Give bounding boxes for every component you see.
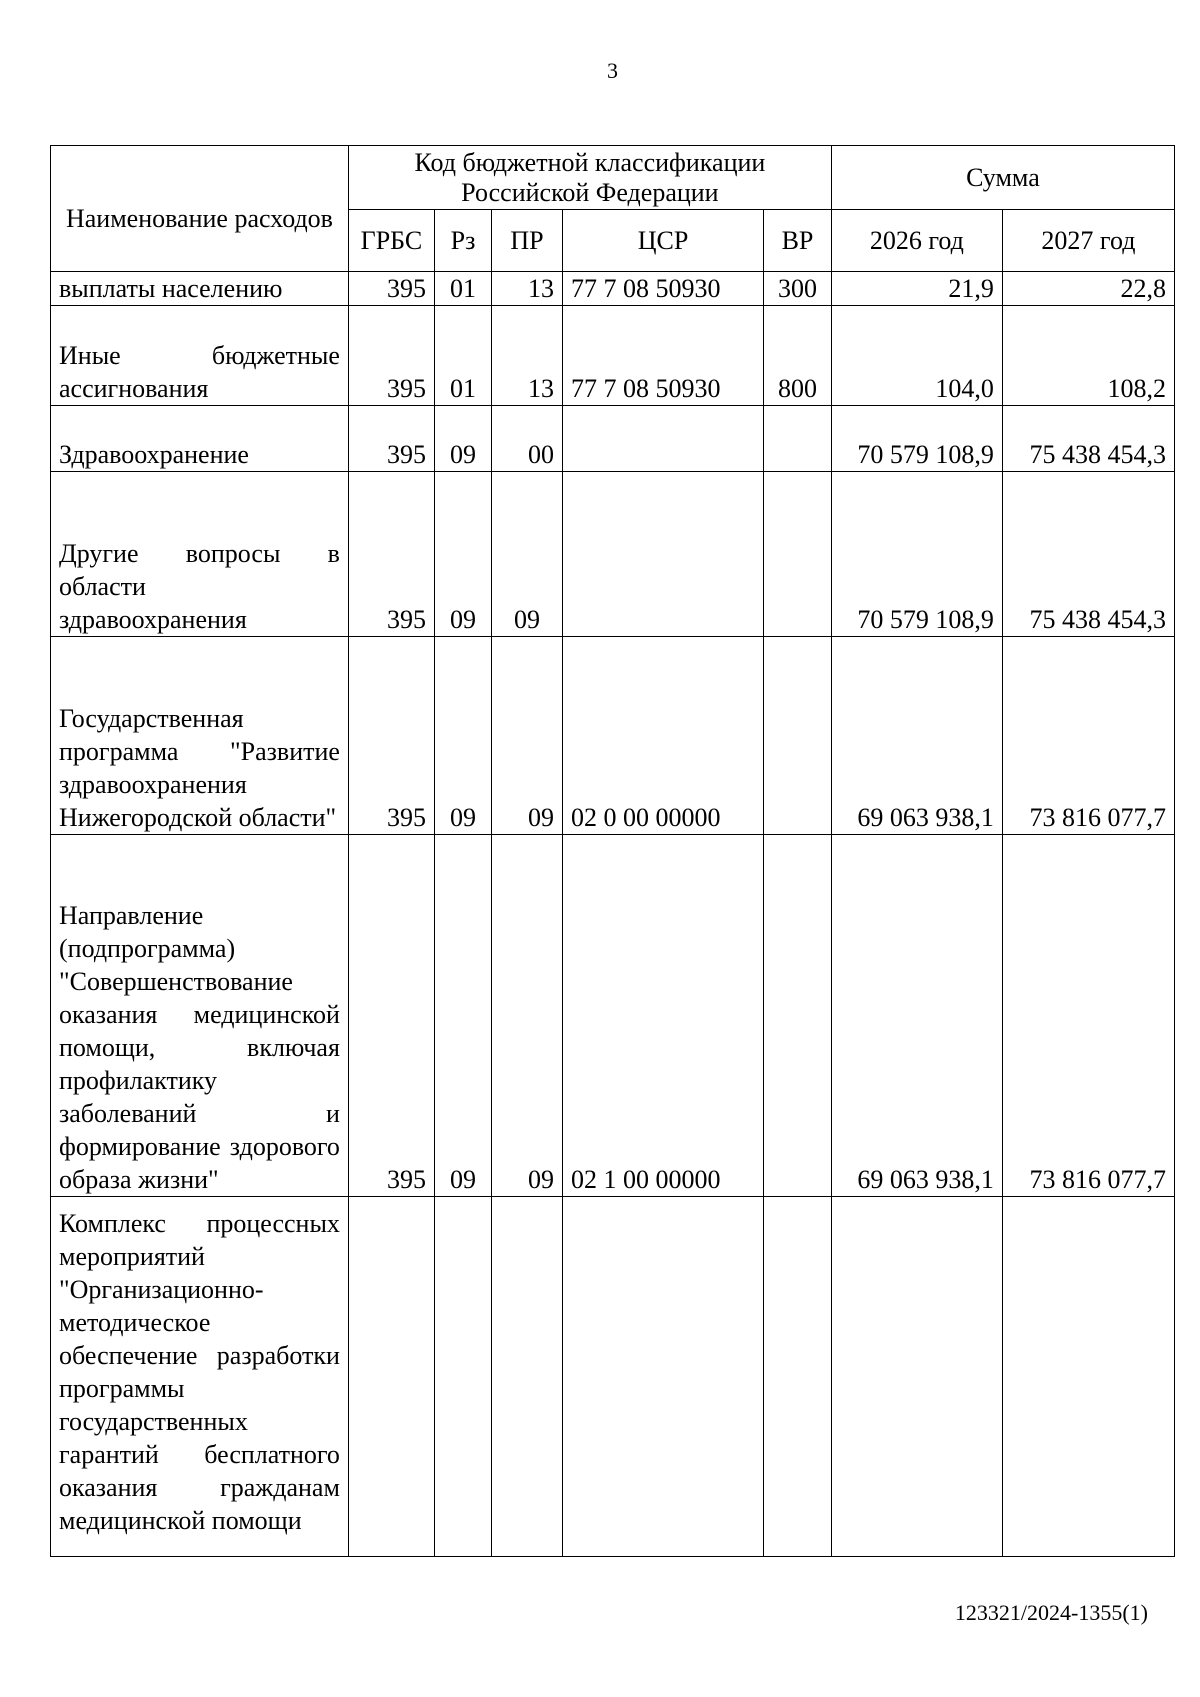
row-rz: 01 [434,306,491,406]
table-row [51,272,1175,306]
table-row [51,835,1175,1197]
row-2027: 108,2 [1002,306,1174,406]
row-name: Другие вопросы в области здравоохранения [51,472,349,637]
row-grbs [348,1197,434,1557]
table-row [51,306,1175,406]
header-csr: ЦСР [562,210,763,272]
row-csr: 02 1 00 00000 [562,835,763,1197]
row-2027: 22,8 [1002,272,1174,306]
table-row [51,406,1175,472]
row-name: Иные бюджетные ассигнования [51,306,349,406]
header-2027: 2027 год [1002,210,1174,272]
row-vr: 800 [764,306,832,406]
row-name: выплаты населению [51,272,349,306]
header-2026: 2026 год [831,210,1002,272]
row-2026: 104,0 [831,306,1002,406]
row-grbs: 395 [348,472,434,637]
row-grbs: 395 [348,406,434,472]
table-row [51,1197,1175,1557]
row-grbs: 395 [348,306,434,406]
row-rz: 01 [434,272,491,306]
row-name: Направление (подпрограмма) "Совершенствование оказания медицинской помощи, включая профилактику заболеваний и формирование здорового образа жизни" [51,835,349,1197]
row-name: Здравоохранение [51,406,349,472]
row-vr: 300 [764,272,832,306]
row-csr [562,406,763,472]
row-pr: 13 [491,306,562,406]
row-2027: 73 816 077,7 [1002,835,1174,1197]
row-csr: 77 7 08 50930 [562,306,763,406]
row-name: Комплекс процессных мероприятий "Организационно-методическое обеспечение разработки программы государственных гарантий бесплатного оказания гражданам медицинской помощи [51,1197,349,1557]
row-2027: 75 438 454,3 [1002,406,1174,472]
row-pr: 09 [491,637,562,835]
row-vr [764,406,832,472]
row-csr: 77 7 08 50930 [562,272,763,306]
row-csr: 02 0 00 00000 [562,637,763,835]
row-pr [491,1197,562,1557]
header-name: Наименование расходов [51,146,349,272]
table-row [51,637,1175,835]
row-grbs: 395 [348,835,434,1197]
row-name: Государственная программа "Развитие здравоохранения Нижегородской области" [51,637,349,835]
table-row [51,472,1175,637]
header-grbs: ГРБС [348,210,434,272]
row-2026 [831,1197,1002,1557]
row-pr: 09 [491,472,562,637]
row-2026: 70 579 108,9 [831,472,1002,637]
header-code-group: Код бюджетной классификации Российской Федерации [348,146,831,210]
header-pr: ПР [491,210,562,272]
row-vr [764,472,832,637]
row-vr [764,835,832,1197]
row-grbs: 395 [348,637,434,835]
row-2026: 70 579 108,9 [831,406,1002,472]
document-code: 123321/2024-1355(1) [954,1600,1148,1625]
row-2027: 75 438 454,3 [1002,472,1174,637]
row-2026: 21,9 [831,272,1002,306]
row-rz [434,1197,491,1557]
row-2026: 69 063 938,1 [831,637,1002,835]
row-2026: 69 063 938,1 [831,835,1002,1197]
row-rz: 09 [434,835,491,1197]
row-vr [764,637,832,835]
row-csr [562,472,763,637]
header-vr: ВР [764,210,832,272]
header-rz: Рз [434,210,491,272]
row-pr: 00 [491,406,562,472]
row-2027 [1002,1197,1174,1557]
row-vr [764,1197,832,1557]
row-rz: 09 [434,637,491,835]
row-pr: 09 [491,835,562,1197]
header-sum-group: Сумма [831,146,1174,210]
page-number: 3 [607,58,618,83]
row-rz: 09 [434,406,491,472]
row-2027: 73 816 077,7 [1002,637,1174,835]
budget-table [50,145,1175,1557]
row-grbs: 395 [348,272,434,306]
row-csr [562,1197,763,1557]
row-pr: 13 [491,272,562,306]
row-rz: 09 [434,472,491,637]
